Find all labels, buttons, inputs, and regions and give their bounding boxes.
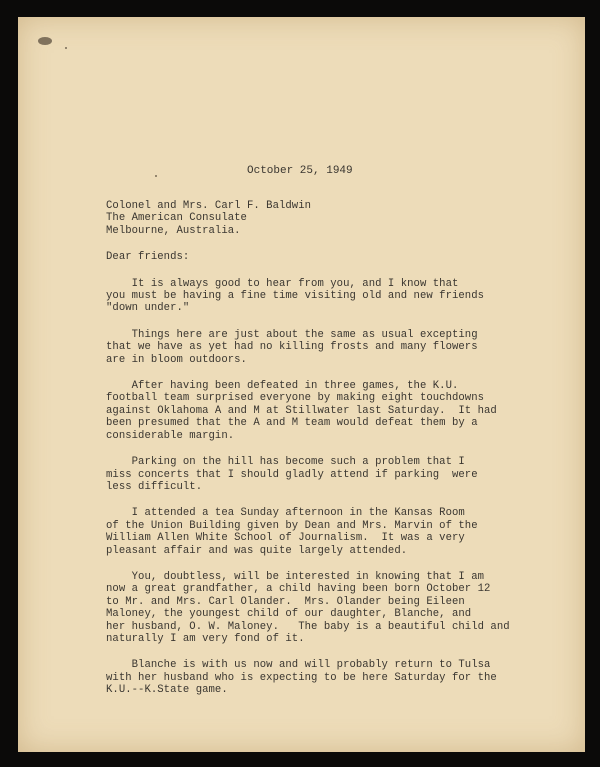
paragraph-weather: Things here are just about the same as usual excepting that we have as yet had no killing frosts and many flowers are in bloom outdoors. — [106, 328, 478, 366]
letter-body — [106, 162, 561, 697]
address-line: Melbourne, Australia. — [106, 224, 241, 237]
ink-smudge — [38, 37, 52, 45]
paragraph-tea: I attended a tea Sunday afternoon in the Kansas Room of the Union Building given by Dean and Mrs. Marvin of the William Allen White School of Journalism. It was a very pleasant affair and was quite largely attended. — [106, 507, 478, 557]
salutation: Dear friends: — [106, 251, 190, 264]
paragraph-football: After having been defeated in three games, the K.U. football team surprised everyone by making eight touchdowns against Oklahoma A and M at Stillwater last Saturday. It had been presumed that the A and M team would defeat them by a considerable margin. — [106, 380, 497, 442]
paragraph-blanche: Blanche is with us now and will probably return to Tulsa with her husband who is expecting to be here Saturday for the K.U.--K.State game. — [106, 659, 497, 697]
paragraph-parking: Parking on the hill has become such a problem that I miss concerts that I should gladly attend if parking were less difficult. — [106, 456, 478, 493]
paragraph-grandfather: You, doubtless, will be interested in knowing that I am now a great grandfather, a child having been born October 12 to Mr. and Mrs. Carl Olander. Mrs. Olander being Eileen Maloney, the youngest child of our daughter, Blanche, and her husband, O. W. Maloney. The baby is a beautiful child and naturally I am very fond of it. — [106, 570, 510, 645]
address-line: The American Consulate — [106, 212, 247, 225]
ink-speck — [65, 47, 67, 49]
letter-date: October 25, 1949 — [247, 165, 353, 177]
address-line: Colonel and Mrs. Carl F. Baldwin — [106, 200, 312, 212]
recipient-address — [106, 200, 561, 237]
letter-page — [18, 17, 585, 752]
paragraph-greeting: It is always good to hear from you, and I know that you must be having a fine time visiting old and new friends "down under." — [106, 277, 485, 315]
